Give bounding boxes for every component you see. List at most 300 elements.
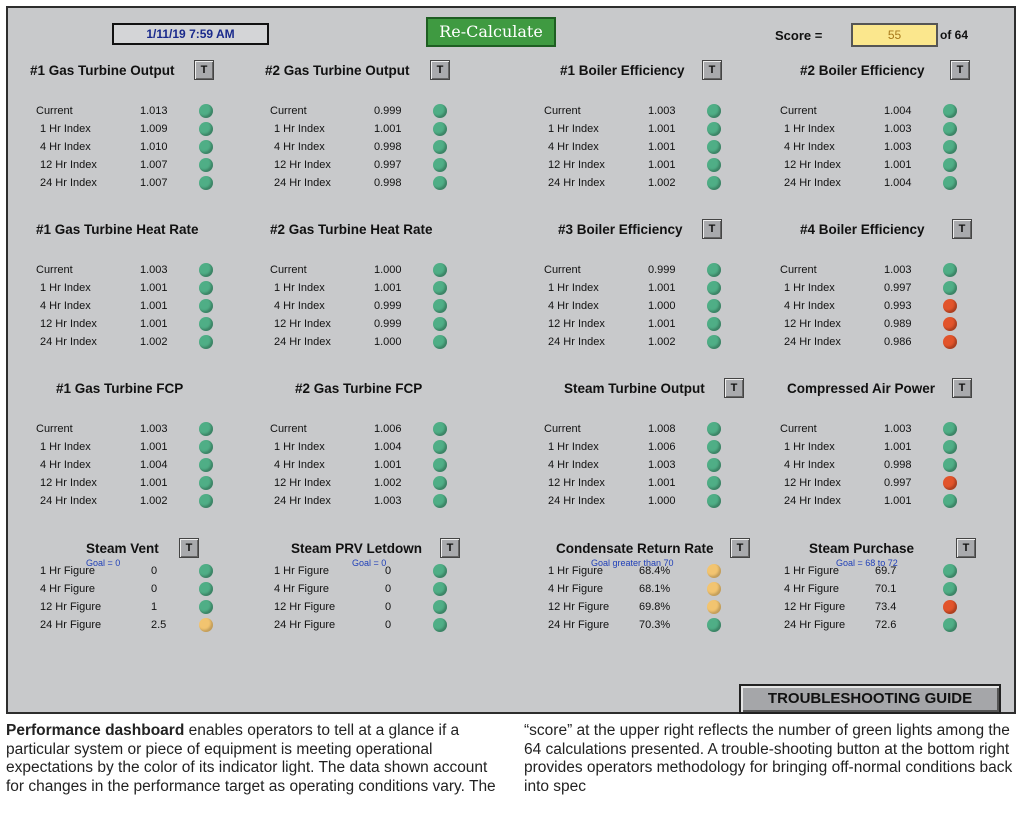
metric-label: 4 Hr Index: [40, 300, 91, 312]
status-light-icon: [943, 600, 957, 614]
metric-label: 4 Hr Index: [784, 459, 835, 471]
panel-title: #2 Boiler Efficiency: [800, 63, 925, 78]
panel-1-gas-turbine-output: [26, 60, 266, 210]
metric-value: 72.6: [875, 619, 897, 631]
metric-row: [770, 495, 1000, 513]
metric-label: 12 Hr Figure: [548, 601, 610, 613]
caption-bold: Performance dashboard: [6, 722, 185, 739]
metric-row: [260, 336, 490, 354]
status-light-icon: [199, 158, 213, 172]
metric-row: [260, 495, 490, 513]
metric-value: 68.1%: [639, 583, 671, 595]
recalculate-button[interactable]: Re-Calculate: [426, 17, 556, 47]
metric-label: 24 Hr Index: [274, 177, 331, 189]
metric-row: [534, 441, 764, 459]
metric-value: 1.003: [884, 423, 912, 435]
metric-label: Current: [544, 105, 581, 117]
metric-label: 4 Hr Figure: [548, 583, 604, 595]
metric-value: 1.003: [140, 264, 168, 276]
metric-value: 1.001: [374, 123, 402, 135]
status-light-icon: [707, 335, 721, 349]
metric-label: Current: [780, 105, 817, 117]
metric-row: [26, 459, 256, 477]
status-light-icon: [707, 618, 721, 632]
metric-row: [534, 282, 764, 300]
metric-value: 1.001: [374, 282, 402, 294]
panel-1-gas-turbine-heat-rate: [26, 219, 266, 369]
metric-row: [534, 300, 764, 318]
metric-value: 0.999: [374, 318, 402, 330]
caption-right: “score” at the upper right reflects the number of green lights among the 64 calculations presented. A trouble-shooting button at the bottom right provides operators methodology for bringing off-normal conditions back into spec: [524, 722, 1013, 795]
status-light-icon: [199, 422, 213, 436]
metric-value: 0: [385, 565, 392, 577]
datetime-display: 1/11/19 7:59 AM: [112, 23, 269, 45]
status-light-icon: [433, 494, 447, 508]
status-light-icon: [707, 299, 721, 313]
metric-value: 1.001: [648, 477, 676, 489]
metric-label: 24 Hr Index: [274, 336, 331, 348]
metric-value: 68.4%: [639, 565, 671, 577]
status-light-icon: [707, 458, 721, 472]
metric-label: 4 Hr Figure: [40, 583, 96, 595]
metric-row: [770, 141, 1000, 159]
metric-row: [26, 583, 256, 601]
status-light-icon: [199, 440, 213, 454]
goal-text: Goal = 68 to 72: [836, 558, 898, 568]
metric-row: [260, 141, 490, 159]
status-light-icon: [199, 122, 213, 136]
panel-title: #1 Gas Turbine Output: [30, 63, 175, 78]
metric-row: [770, 565, 1000, 583]
metric-label: Current: [544, 423, 581, 435]
status-light-icon: [707, 564, 721, 578]
status-light-icon: [707, 600, 721, 614]
metric-value: 1.003: [648, 105, 676, 117]
panel-steam-prv-letdown: [260, 538, 500, 688]
status-light-icon: [199, 317, 213, 331]
metric-value: 1.008: [648, 423, 676, 435]
caption-left-text: enables operators to tell at a glance if a particular system or piece of equipment is meeting operational expectations by the color of its indicator light. The data shown account for changes in the performance target as operating conditions vary. The: [6, 722, 496, 795]
metric-value: 0.997: [884, 282, 912, 294]
metric-label: 4 Hr Index: [548, 459, 599, 471]
trend-button[interactable]: T: [952, 219, 972, 239]
metric-value: 1.001: [648, 141, 676, 153]
metric-value: 1.000: [648, 495, 676, 507]
metric-value: 1.001: [648, 282, 676, 294]
trend-button[interactable]: T: [952, 378, 972, 398]
metric-value: 0: [385, 601, 392, 613]
metric-row: [770, 477, 1000, 495]
status-light-icon: [433, 476, 447, 490]
metric-row: [26, 264, 256, 282]
status-light-icon: [943, 104, 957, 118]
metric-label: 4 Hr Index: [40, 141, 91, 153]
metric-label: 24 Hr Index: [784, 336, 841, 348]
metric-value: 1.013: [140, 105, 168, 117]
status-light-icon: [707, 582, 721, 596]
metric-value: 1.002: [374, 477, 402, 489]
metric-row: [534, 477, 764, 495]
status-light-icon: [707, 158, 721, 172]
metric-row: [770, 619, 1000, 637]
metric-label: 12 Hr Index: [784, 159, 841, 171]
status-light-icon: [433, 582, 447, 596]
status-light-icon: [943, 458, 957, 472]
metric-row: [534, 177, 764, 195]
metric-label: 12 Hr Index: [274, 318, 331, 330]
panel-title: #1 Gas Turbine FCP: [56, 381, 184, 396]
status-light-icon: [943, 176, 957, 190]
status-light-icon: [433, 440, 447, 454]
metric-row: [260, 300, 490, 318]
metric-row: [260, 159, 490, 177]
metric-label: 12 Hr Index: [784, 318, 841, 330]
metric-row: [770, 264, 1000, 282]
status-light-icon: [433, 618, 447, 632]
status-light-icon: [199, 299, 213, 313]
metric-label: Current: [780, 423, 817, 435]
metric-row: [26, 300, 256, 318]
metric-row: [534, 336, 764, 354]
metric-row: [534, 423, 764, 441]
metric-value: 0: [151, 565, 158, 577]
metric-label: Current: [36, 423, 73, 435]
metric-value: 1.001: [648, 159, 676, 171]
panel-title: Compressed Air Power: [787, 381, 936, 396]
metric-row: [26, 477, 256, 495]
status-light-icon: [433, 335, 447, 349]
metric-row: [534, 264, 764, 282]
metric-value: 1.007: [140, 177, 168, 189]
troubleshooting-guide-button[interactable]: TROUBLESHOOTING GUIDE: [739, 684, 1001, 714]
status-light-icon: [199, 263, 213, 277]
status-light-icon: [707, 122, 721, 136]
metric-row: [26, 123, 256, 141]
panel-4-boiler-efficiency: [770, 219, 1010, 369]
metric-row: [26, 441, 256, 459]
trend-button[interactable]: T: [179, 538, 199, 558]
metric-label: 24 Hr Index: [274, 495, 331, 507]
metric-value: 1.003: [884, 141, 912, 153]
status-light-icon: [199, 140, 213, 154]
metric-row: [770, 159, 1000, 177]
metric-row: [770, 300, 1000, 318]
metric-label: 1 Hr Index: [784, 441, 835, 453]
metric-label: 24 Hr Index: [40, 336, 97, 348]
metric-label: 4 Hr Figure: [784, 583, 840, 595]
status-light-icon: [199, 600, 213, 614]
panel-title: Steam Vent: [86, 541, 159, 556]
status-light-icon: [199, 335, 213, 349]
status-light-icon: [707, 422, 721, 436]
metric-row: [534, 583, 764, 601]
status-light-icon: [943, 335, 957, 349]
metric-row: [534, 619, 764, 637]
status-light-icon: [707, 281, 721, 295]
metric-value: 1.002: [648, 336, 676, 348]
metric-value: 73.4: [875, 601, 897, 613]
metric-value: 1.001: [648, 318, 676, 330]
metric-row: [770, 105, 1000, 123]
metric-row: [770, 318, 1000, 336]
metric-row: [26, 601, 256, 619]
metric-row: [260, 601, 490, 619]
status-light-icon: [943, 158, 957, 172]
metric-row: [260, 477, 490, 495]
metric-label: 12 Hr Figure: [274, 601, 336, 613]
metric-label: Current: [36, 264, 73, 276]
metric-label: 24 Hr Index: [40, 495, 97, 507]
metric-label: Current: [270, 105, 307, 117]
metric-label: 4 Hr Index: [274, 300, 325, 312]
trend-button[interactable]: T: [194, 60, 214, 80]
metric-value: 70.1: [875, 583, 897, 595]
status-light-icon: [433, 158, 447, 172]
panel-steam-purchase: [770, 538, 1010, 688]
metric-row: [534, 459, 764, 477]
metric-row: [534, 159, 764, 177]
metric-value: 0: [385, 583, 392, 595]
metric-value: 1.010: [140, 141, 168, 153]
metric-row: [770, 177, 1000, 195]
metric-value: 1.003: [140, 423, 168, 435]
status-light-icon: [707, 104, 721, 118]
metric-label: 12 Hr Index: [274, 477, 331, 489]
metric-row: [260, 264, 490, 282]
metric-value: 1.006: [648, 441, 676, 453]
metric-row: [26, 159, 256, 177]
metric-value: 1.003: [884, 123, 912, 135]
status-light-icon: [199, 176, 213, 190]
panel-title: #1 Boiler Efficiency: [560, 63, 685, 78]
status-light-icon: [199, 104, 213, 118]
status-light-icon: [707, 176, 721, 190]
metric-value: 1.009: [140, 123, 168, 135]
metric-label: 4 Hr Index: [40, 459, 91, 471]
status-light-icon: [199, 494, 213, 508]
metric-label: 12 Hr Index: [40, 477, 97, 489]
metric-row: [534, 495, 764, 513]
trend-button[interactable]: T: [702, 219, 722, 239]
metric-value: 1.001: [140, 300, 168, 312]
panel-title: #4 Boiler Efficiency: [800, 222, 925, 237]
metric-row: [260, 123, 490, 141]
metric-row: [534, 105, 764, 123]
status-light-icon: [943, 440, 957, 454]
metric-label: Current: [544, 264, 581, 276]
metric-row: [534, 565, 764, 583]
trend-button[interactable]: T: [440, 538, 460, 558]
status-light-icon: [199, 564, 213, 578]
score-label: Score =: [775, 28, 823, 43]
metric-value: 1.003: [374, 495, 402, 507]
metric-label: 1 Hr Index: [40, 441, 91, 453]
metric-row: [26, 619, 256, 637]
metric-row: [534, 141, 764, 159]
panel-2-gas-turbine-heat-rate: [260, 219, 500, 369]
status-light-icon: [199, 281, 213, 295]
metric-label: 12 Hr Figure: [784, 601, 846, 613]
trend-button[interactable]: T: [956, 538, 976, 558]
panel-title: #2 Gas Turbine Heat Rate: [270, 222, 433, 237]
status-light-icon: [943, 564, 957, 578]
metric-value: 2.5: [151, 619, 167, 631]
metric-label: 12 Hr Index: [784, 477, 841, 489]
metric-row: [26, 177, 256, 195]
status-light-icon: [943, 140, 957, 154]
metric-value: 1.004: [884, 105, 912, 117]
metric-value: 1.001: [374, 459, 402, 471]
metric-value: 0.998: [374, 177, 402, 189]
panel-1-gas-turbine-fcp: [26, 378, 266, 528]
status-light-icon: [943, 281, 957, 295]
metric-value: 1.002: [140, 495, 168, 507]
status-light-icon: [433, 104, 447, 118]
metric-value: 1.000: [648, 300, 676, 312]
status-light-icon: [943, 494, 957, 508]
metric-row: [260, 619, 490, 637]
metric-label: 12 Hr Index: [274, 159, 331, 171]
metric-row: [770, 336, 1000, 354]
panel-title: #3 Boiler Efficiency: [558, 222, 683, 237]
metric-row: [260, 177, 490, 195]
metric-row: [260, 423, 490, 441]
metric-value: 0.998: [374, 141, 402, 153]
metric-row: [260, 441, 490, 459]
metric-value: 1.003: [884, 264, 912, 276]
metric-row: [770, 459, 1000, 477]
panel-steam-vent: [26, 538, 266, 688]
metric-label: 1 Hr Index: [548, 123, 599, 135]
metric-label: 24 Hr Index: [548, 336, 605, 348]
status-light-icon: [943, 476, 957, 490]
metric-value: 1.001: [884, 495, 912, 507]
metric-row: [260, 583, 490, 601]
caption-left: [6, 722, 506, 796]
metric-value: 0.998: [884, 459, 912, 471]
panel-2-boiler-efficiency: [770, 60, 1010, 210]
metric-label: 24 Hr Index: [784, 177, 841, 189]
metric-row: [260, 105, 490, 123]
metric-label: 1 Hr Index: [40, 123, 91, 135]
metric-row: [26, 495, 256, 513]
panel-condensate-return-rate: [534, 538, 774, 688]
metric-value: 0.999: [374, 300, 402, 312]
metric-label: 12 Hr Index: [40, 159, 97, 171]
status-light-icon: [433, 122, 447, 136]
metric-label: 1 Hr Index: [40, 282, 91, 294]
status-light-icon: [433, 299, 447, 313]
status-light-icon: [433, 564, 447, 578]
status-light-icon: [707, 440, 721, 454]
status-light-icon: [943, 618, 957, 632]
metric-value: 0.997: [374, 159, 402, 171]
panel-title: Steam PRV Letdown: [291, 541, 423, 556]
metric-value: 0.989: [884, 318, 912, 330]
metric-value: 1.001: [884, 159, 912, 171]
metric-label: 24 Hr Index: [40, 177, 97, 189]
metric-label: Current: [780, 264, 817, 276]
metric-label: 4 Hr Index: [274, 141, 325, 153]
metric-label: 1 Hr Index: [274, 282, 325, 294]
trend-button[interactable]: T: [730, 538, 750, 558]
panel-3-boiler-efficiency: [534, 219, 774, 369]
panel-title: Condensate Return Rate: [556, 541, 714, 556]
metric-label: 4 Hr Index: [274, 459, 325, 471]
metric-row: [770, 123, 1000, 141]
metric-row: [770, 601, 1000, 619]
metric-value: 0.999: [374, 105, 402, 117]
metric-label: 1 Hr Index: [784, 123, 835, 135]
metric-value: 1.001: [140, 477, 168, 489]
status-light-icon: [943, 582, 957, 596]
metric-row: [770, 282, 1000, 300]
panel-title: Steam Turbine Output: [564, 381, 705, 396]
trend-button[interactable]: T: [724, 378, 744, 398]
trend-button[interactable]: T: [702, 60, 722, 80]
metric-value: 0: [385, 619, 392, 631]
status-light-icon: [199, 458, 213, 472]
metric-value: 0: [151, 583, 158, 595]
metric-label: 24 Hr Figure: [548, 619, 610, 631]
metric-label: 24 Hr Figure: [40, 619, 102, 631]
metric-label: 24 Hr Index: [548, 177, 605, 189]
status-light-icon: [707, 263, 721, 277]
metric-value: 1: [151, 601, 158, 613]
metric-value: 1.001: [884, 441, 912, 453]
metric-row: [534, 601, 764, 619]
metric-label: 1 Hr Index: [274, 441, 325, 453]
score-value: 55: [851, 23, 938, 47]
panel-1-boiler-efficiency: [534, 60, 774, 210]
metric-value: 1.001: [140, 282, 168, 294]
metric-label: 4 Hr Index: [784, 300, 835, 312]
metric-label: 1 Hr Figure: [784, 565, 840, 577]
metric-value: 1.000: [374, 336, 402, 348]
metric-row: [260, 318, 490, 336]
metric-row: [770, 423, 1000, 441]
metric-label: 1 Hr Figure: [40, 565, 96, 577]
status-light-icon: [433, 176, 447, 190]
trend-button[interactable]: T: [950, 60, 970, 80]
metric-value: 1.001: [140, 318, 168, 330]
metric-label: 4 Hr Index: [784, 141, 835, 153]
metric-row: [534, 318, 764, 336]
metric-label: 12 Hr Index: [548, 477, 605, 489]
metric-value: 1.007: [140, 159, 168, 171]
metric-value: 1.004: [884, 177, 912, 189]
metric-label: 1 Hr Index: [548, 441, 599, 453]
status-light-icon: [433, 140, 447, 154]
metric-row: [534, 123, 764, 141]
metric-value: 70.3%: [639, 619, 671, 631]
metric-label: 24 Hr Index: [784, 495, 841, 507]
panel-compressed-air-power: [770, 378, 1010, 528]
metric-row: [770, 583, 1000, 601]
trend-button[interactable]: T: [430, 60, 450, 80]
metric-row: [260, 459, 490, 477]
panel-title: #1 Gas Turbine Heat Rate: [36, 222, 199, 237]
status-light-icon: [199, 476, 213, 490]
metric-row: [26, 336, 256, 354]
metric-value: 1.004: [140, 459, 168, 471]
metric-value: 69.7: [875, 565, 897, 577]
metric-value: 1.002: [648, 177, 676, 189]
metric-value: 1.001: [648, 123, 676, 135]
panel-steam-turbine-output: [534, 378, 774, 528]
panel-2-gas-turbine-fcp: [260, 378, 500, 528]
status-light-icon: [943, 122, 957, 136]
